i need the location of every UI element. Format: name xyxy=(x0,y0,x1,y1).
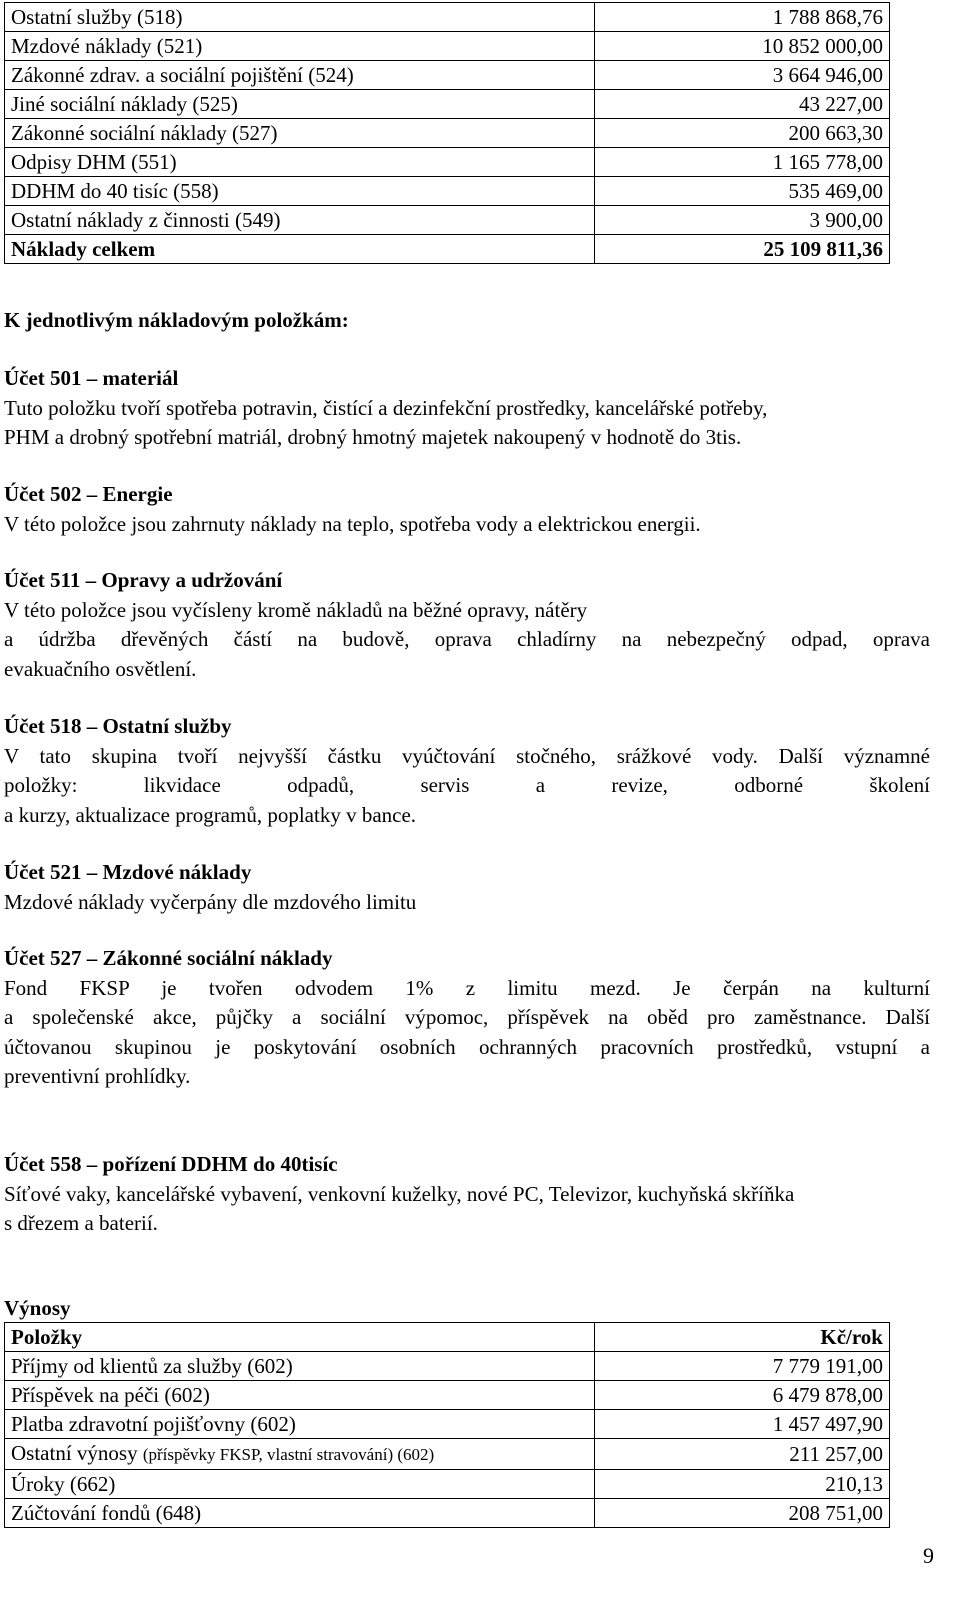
account-527 xyxy=(4,944,930,1092)
account-text: Mzdové náklady vyčerpány dle mzdového limitu xyxy=(4,889,417,914)
page-number: 9 xyxy=(923,1543,934,1568)
account-text: V této položce jsou zahrnuty náklady na teplo, spotřeba vody a elektrickou energii. xyxy=(4,511,701,536)
table-row xyxy=(5,1439,890,1470)
account-title: Účet 558 – pořízení DDHM do 40tisíc xyxy=(4,1152,338,1176)
account-text: s dřezem a baterií. xyxy=(4,1211,158,1235)
account-text: účtovanou skupinou je poskytování osobních ochranných pracovních prostředků, vstupní a xyxy=(4,1034,930,1059)
income-label-main: Ostatní výnosy xyxy=(11,1441,143,1465)
table-row xyxy=(5,90,890,119)
account-title: Účet 501 – materiál xyxy=(4,366,179,390)
account-521 xyxy=(4,858,930,917)
account-511 xyxy=(4,566,930,684)
income-value: 208 751,00 xyxy=(595,1499,890,1528)
income-value: 1 457 497,90 xyxy=(595,1410,890,1439)
cost-label: Ostatní náklady z činnosti (549) xyxy=(5,206,595,235)
account-text: evakuačního osvětlení. xyxy=(4,656,197,681)
account-text: a kurzy, aktualizace programů, poplatky v bance. xyxy=(4,802,417,827)
cost-label: Jiné sociální náklady (525) xyxy=(5,90,595,119)
cost-value: 3 664 946,00 xyxy=(595,61,890,90)
account-text: Tuto položku tvoří spotřeba potravin, čistící a dezinfekční prostředky, kancelářské potřeby, xyxy=(4,395,768,420)
account-title: Účet 521 – Mzdové náklady xyxy=(4,860,252,884)
table-row xyxy=(5,119,890,148)
cost-value: 10 852 000,00 xyxy=(595,32,890,61)
cost-label: Zákonné sociální náklady (527) xyxy=(5,119,595,148)
income-label-note: (příspěvky FKSP, vlastní stravování) (602) xyxy=(142,1445,435,1464)
account-text: položky: likvidace odpadů, servis a revize, odborné školení xyxy=(4,773,930,797)
income-value: 211 257,00 xyxy=(595,1439,890,1470)
account-501 xyxy=(4,364,930,453)
income-label: Příjmy od klientů za služby (602) xyxy=(5,1352,595,1381)
income-label: Úroky (662) xyxy=(5,1470,595,1499)
income-title: Výnosy xyxy=(4,1296,71,1320)
total-value: 25 109 811,36 xyxy=(595,235,890,264)
total-row xyxy=(5,235,890,264)
cost-label: Odpisy DHM (551) xyxy=(5,148,595,177)
income-label xyxy=(5,1439,595,1470)
income-value: 6 479 878,00 xyxy=(595,1381,890,1410)
account-text: Fond FKSP je tvořen odvodem 1% z limitu mezd. Je čerpán na kulturní xyxy=(4,975,930,1000)
table-row xyxy=(5,1381,890,1410)
account-title: Účet 527 – Zákonné sociální náklady xyxy=(4,946,333,970)
income-table xyxy=(4,1322,890,1528)
income-value: 210,13 xyxy=(595,1470,890,1499)
account-title: Účet 511 – Opravy a udržování xyxy=(4,568,283,592)
cost-label: DDHM do 40 tisíc (558) xyxy=(5,177,595,206)
section-title: K jednotlivým nákladovým položkám: xyxy=(4,308,349,332)
account-text: a údržba dřevěných částí na budově, oprava chladírny na nebezpečný odpad, oprava xyxy=(4,627,930,651)
table-row xyxy=(5,206,890,235)
account-text: Síťové vaky, kancelářské vybavení, venkovní kuželky, nové PC, Televizor, kuchyňská skříňka xyxy=(4,1181,795,1206)
total-label: Náklady celkem xyxy=(5,235,595,264)
account-title: Účet 518 – Ostatní služby xyxy=(4,714,232,738)
table-row xyxy=(5,148,890,177)
table-row xyxy=(5,1499,890,1528)
table-row xyxy=(5,1352,890,1381)
cost-table xyxy=(4,2,890,264)
account-518 xyxy=(4,712,930,830)
cost-value: 1 165 778,00 xyxy=(595,148,890,177)
account-text: V tato skupina tvoří nejvyšší částku vyúčtování stočného, srážkové vody. Další významné xyxy=(4,743,930,768)
table-header-row xyxy=(5,1323,890,1352)
table-row xyxy=(5,3,890,32)
table-row xyxy=(5,1410,890,1439)
account-text: PHM a drobný spotřební matriál, drobný hmotný majetek nakoupený v hodnotě do 3tis. xyxy=(4,425,742,449)
cost-value: 1 788 868,76 xyxy=(595,3,890,32)
table-row xyxy=(5,177,890,206)
cost-value: 3 900,00 xyxy=(595,206,890,235)
income-label: Zúčtování fondů (648) xyxy=(5,1499,595,1528)
account-502 xyxy=(4,480,930,539)
cost-label: Zákonné zdrav. a sociální pojištění (524) xyxy=(5,61,595,90)
account-text: a společenské akce, půjčky a sociální výpomoc, příspěvek na oběd pro zaměstnance. Další xyxy=(4,1005,930,1029)
table-row xyxy=(5,61,890,90)
cost-label: Mzdové náklady (521) xyxy=(5,32,595,61)
table-row xyxy=(5,1470,890,1499)
account-558 xyxy=(4,1150,930,1239)
income-value: 7 779 191,00 xyxy=(595,1352,890,1381)
cost-value: 43 227,00 xyxy=(595,90,890,119)
account-title: Účet 502 – Energie xyxy=(4,482,173,506)
cost-label: Ostatní služby (518) xyxy=(5,3,595,32)
income-label: Platba zdravotní pojišťovny (602) xyxy=(5,1410,595,1439)
account-text: V této položce jsou vyčísleny kromě nákladů na běžné opravy, nátěry xyxy=(4,597,588,622)
income-label: Příspěvek na péči (602) xyxy=(5,1381,595,1410)
table-row xyxy=(5,32,890,61)
column-header-amount: Kč/rok xyxy=(595,1323,890,1352)
account-text: preventivní prohlídky. xyxy=(4,1064,191,1088)
cost-value: 535 469,00 xyxy=(595,177,890,206)
cost-value: 200 663,30 xyxy=(595,119,890,148)
column-header-item: Položky xyxy=(5,1323,595,1352)
